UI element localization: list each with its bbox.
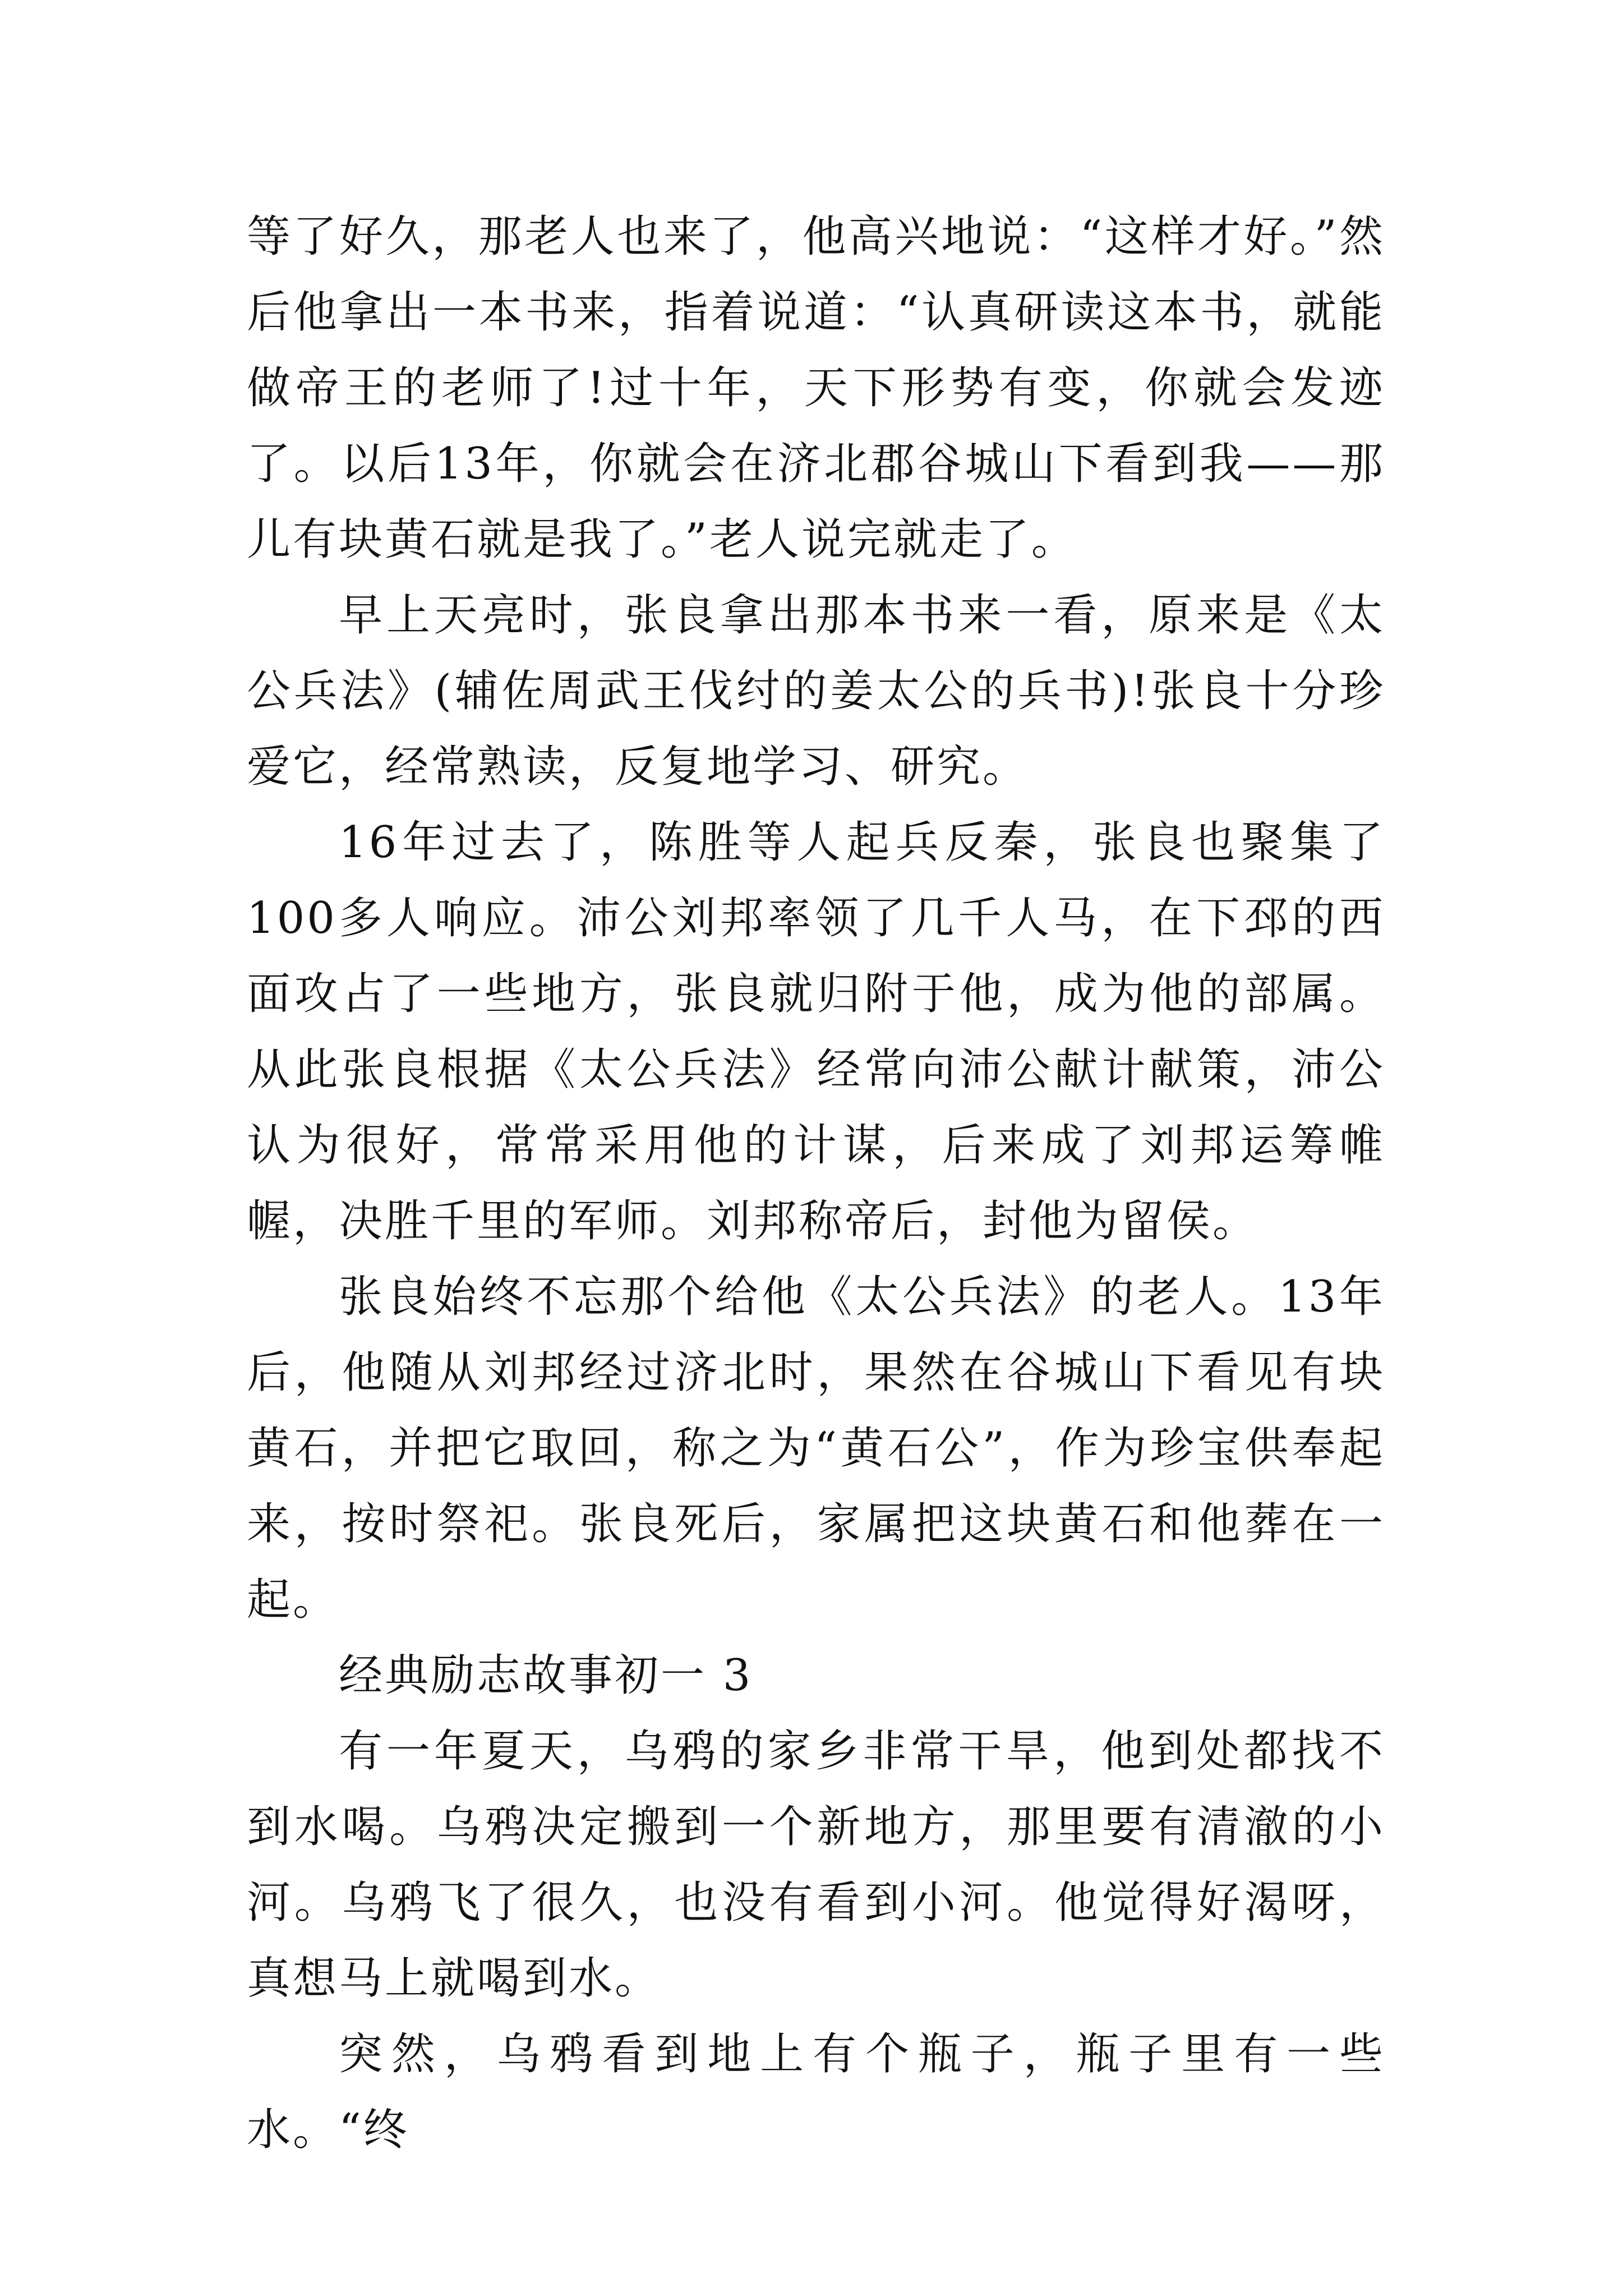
document-body bbox=[247, 199, 1385, 2168]
paragraph: 有一年夏天，乌鸦的家乡非常干旱，他到处都找不到水喝。乌鸦决定搬到一个新地方，那里要有清澈的小河。乌鸦飞了很久，也没有看到小河。他觉得好渴呀，真想马上就喝到水。 bbox=[247, 1726, 1385, 2004]
paragraph: 16年过去了，陈胜等人起兵反秦，张良也聚集了100多人响应。沛公刘邦率领了几千人马，在下邳的西面攻占了一些地方，张良就归附于他，成为他的部属。从此张良根据《太公兵法》经常向沛公献计献策，沛公认为很好，常常采用他的计谋，后来成了刘邦运筹帷幄，决胜千里的军师。刘邦称帝后，封他为留侯。 bbox=[247, 817, 1385, 1246]
section-heading: 经典励志故事初一 3 bbox=[339, 1650, 753, 1701]
paragraph: 早上天亮时，张良拿出那本书来一看，原来是《太公兵法》(辅佐周武王伐纣的姜太公的兵书)!张良十分珍爱它，经常熟读，反复地学习、研究。 bbox=[247, 590, 1385, 792]
paragraph-continuation: 等了好久，那老人也来了，他高兴地说：“这样才好。”然后他拿出一本书来，指着说道：“认真研读这本书，就能做帝王的老师了!过十年，天下形势有变，你就会发迹了。以后13年，你就会在济北郡谷城山下看到我——那儿有块黄石就是我了。”老人说完就走了。 bbox=[247, 211, 1385, 565]
paragraph: 突然，乌鸦看到地上有个瓶子，瓶子里有一些水。“终 bbox=[247, 2029, 1385, 2155]
paragraph: 张良始终不忘那个给他《太公兵法》的老人。13年后，他随从刘邦经过济北时，果然在谷城山下看见有块黄石，并把它取回，称之为“黄石公”，作为珍宝供奉起来，按时祭祀。张良死后，家属把这块黄石和他葬在一起。 bbox=[247, 1272, 1385, 1625]
